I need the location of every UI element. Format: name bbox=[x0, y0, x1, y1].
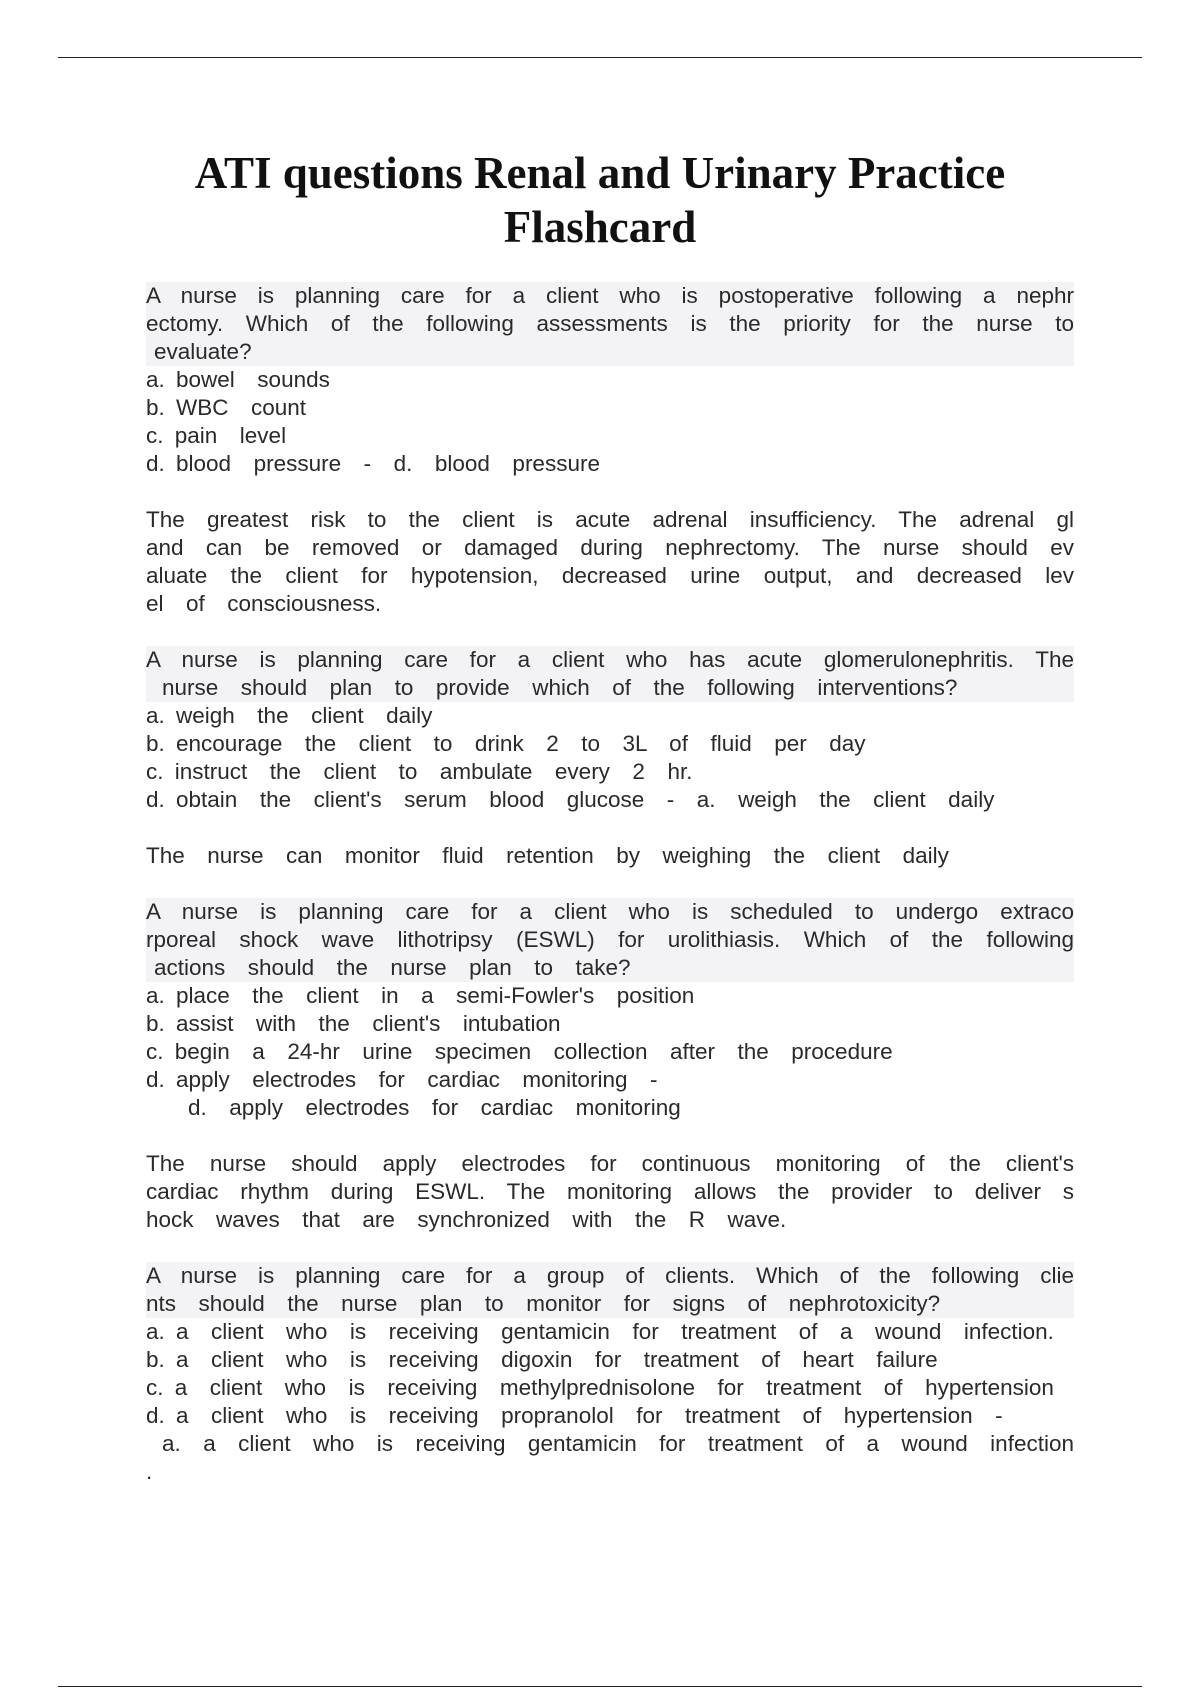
question-line: A nurse is planning care for a client who is scheduled to undergo extraco bbox=[146, 899, 1074, 924]
question-line: ectomy. Which of the following assessments is the priority for the nurse to bbox=[146, 311, 1074, 336]
option-d: d. a client who is receiving propranolol for treatment of hypertension - bbox=[146, 1403, 1003, 1428]
question-3 bbox=[146, 898, 1074, 982]
rationale-3 bbox=[146, 1150, 1074, 1234]
question-1 bbox=[146, 282, 1074, 366]
question-4 bbox=[146, 1262, 1074, 1318]
option-a: a. a client who is receiving gentamicin for treatment of a wound infection. bbox=[146, 1319, 1054, 1344]
question-2 bbox=[146, 646, 1074, 702]
option-c: c. a client who is receiving methylprednisolone for treatment of hypertension bbox=[146, 1375, 1054, 1400]
rationale-line: The nurse can monitor fluid retention by weighing the client daily bbox=[146, 843, 949, 868]
rationale-1 bbox=[146, 506, 1074, 618]
flashcard-4 bbox=[146, 1262, 1074, 1486]
question-line: actions should the nurse plan to take? bbox=[154, 955, 631, 980]
option-c: c. begin a 24-hr urine specimen collection after the procedure bbox=[146, 1039, 893, 1064]
answer-tail: . bbox=[146, 1459, 153, 1484]
flashcard-3 bbox=[146, 898, 1074, 1234]
rationale-line: el of consciousness. bbox=[146, 591, 382, 616]
option-a: a. bowel sounds bbox=[146, 367, 330, 392]
question-line: nurse should plan to provide which of the following interventions? bbox=[162, 675, 958, 700]
question-line: A nurse is planning care for a client who has acute glomerulonephritis. The bbox=[146, 647, 1074, 672]
option-c: c. pain level bbox=[146, 423, 287, 448]
option-b: b. encourage the client to drink 2 to 3L of fluid per day bbox=[146, 731, 866, 756]
top-rule bbox=[58, 57, 1142, 58]
option-b: b. a client who is receiving digoxin for treatment of heart failure bbox=[146, 1347, 938, 1372]
bottom-rule bbox=[58, 1686, 1142, 1687]
option-d-with-answer: d. blood pressure - d. blood pressure bbox=[146, 451, 600, 476]
option-c: c. instruct the client to ambulate every 2 hr. bbox=[146, 759, 693, 784]
options-3 bbox=[146, 982, 1074, 1122]
options-2 bbox=[146, 702, 1074, 814]
rationale-line: The greatest risk to the client is acute adrenal insufficiency. The adrenal gl bbox=[146, 507, 1074, 532]
options-4 bbox=[146, 1318, 1074, 1486]
question-line: evaluate? bbox=[154, 339, 252, 364]
rationale-2 bbox=[146, 842, 1074, 870]
rationale-line: cardiac rhythm during ESWL. The monitoring allows the provider to deliver s bbox=[146, 1179, 1074, 1204]
rationale-line: The nurse should apply electrodes for continuous monitoring of the client's bbox=[146, 1151, 1074, 1176]
option-d: d. apply electrodes for cardiac monitoring - bbox=[146, 1067, 658, 1092]
option-d-with-answer: d. obtain the client's serum blood glucose - a. weigh the client daily bbox=[146, 787, 995, 812]
option-a: a. weigh the client daily bbox=[146, 703, 433, 728]
options-1 bbox=[146, 366, 1074, 478]
option-b: b. assist with the client's intubation bbox=[146, 1011, 561, 1036]
question-line: nts should the nurse plan to monitor for signs of nephrotoxicity? bbox=[146, 1291, 941, 1316]
answer-line: d. apply electrodes for cardiac monitoring bbox=[188, 1095, 681, 1120]
question-line: rporeal shock wave lithotripsy (ESWL) for urolithiasis. Which of the following bbox=[146, 927, 1074, 952]
flashcard-2 bbox=[146, 646, 1074, 870]
question-line: A nurse is planning care for a client who is postoperative following a nephr bbox=[146, 283, 1074, 308]
flashcard-list bbox=[146, 282, 1074, 1486]
rationale-line: and can be removed or damaged during nephrectomy. The nurse should ev bbox=[146, 535, 1074, 560]
answer-line: a. a client who is receiving gentamicin for treatment of a wound infection bbox=[162, 1431, 1074, 1456]
option-b: b. WBC count bbox=[146, 395, 307, 420]
flashcard-1 bbox=[146, 282, 1074, 618]
option-a: a. place the client in a semi-Fowler's position bbox=[146, 983, 695, 1008]
rationale-line: aluate the client for hypotension, decreased urine output, and decreased lev bbox=[146, 563, 1074, 588]
question-line: A nurse is planning care for a group of clients. Which of the following clie bbox=[146, 1263, 1074, 1288]
rationale-line: hock waves that are synchronized with the R wave. bbox=[146, 1207, 787, 1232]
page-title: ATI questions Renal and Urinary Practice Flashcard bbox=[194, 148, 1006, 252]
